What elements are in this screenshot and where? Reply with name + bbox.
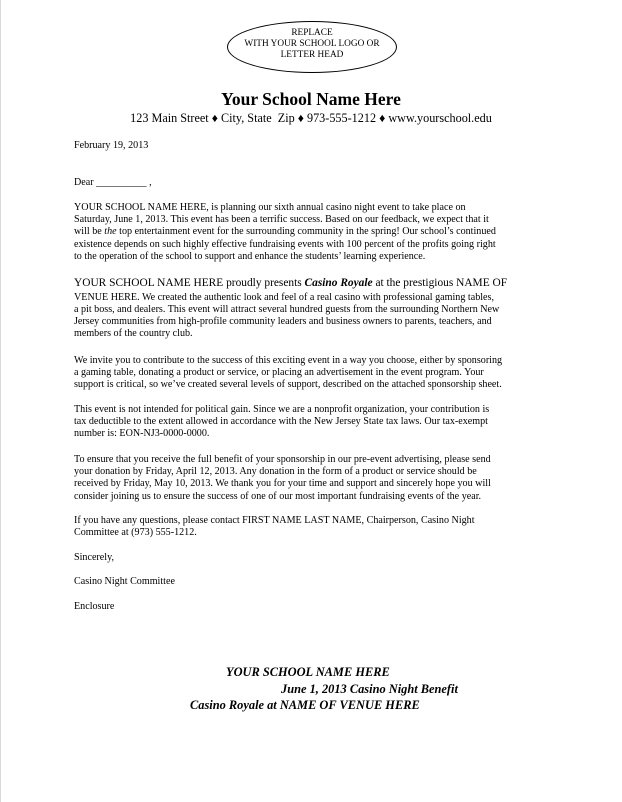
- text-line: received by Friday, May 10, 2013. We thank you for your time and support and sincerely hope you will: [74, 478, 491, 490]
- text-line: your donation by Friday, April 12, 2013. Any donation in the form of a product or service should be: [74, 466, 477, 478]
- text-line: Saturday, June 1, 2013. This event has been a terrific success. Based on our feedback, we expect that it: [74, 214, 489, 226]
- text-line: Jersey communities from high-profile community leaders and business owners to parents, teachers, and: [74, 315, 492, 327]
- footer-event-date: June 1, 2013 Casino Night Benefit: [281, 682, 458, 696]
- text-line: VENUE HERE. We created the authentic look and feel of a real casino with professional gaming tables,: [74, 291, 494, 303]
- text-line: This event is not intended for political gain. Since we are a nonprofit organization, your contribution is: [74, 404, 490, 415]
- enclosure-note: Enclosure: [74, 601, 115, 612]
- text-line: To ensure that you receive the full benefit of your sponsorship in our pre-event advertising, please send: [74, 454, 491, 465]
- paragraph-4: [74, 404, 558, 441]
- text-line: Committee at (973) 555-1212.: [74, 527, 197, 539]
- paragraph-3: [74, 355, 558, 392]
- text-line: consider joining us to ensure the success of one of our most important fundraising events of the year.: [74, 490, 482, 502]
- text-line: If you have any questions, please contact FIRST NAME LAST NAME, Chairperson, Casino Night: [74, 515, 475, 526]
- logo-placeholder: [227, 21, 397, 73]
- salutation: Dear __________ ,: [74, 177, 152, 188]
- text-line: tax deductible to the extent allowed in accordance with the New Jersey State tax laws. Our tax-exempt: [74, 416, 488, 428]
- text-line: existence depends on such highly effective fundraising events with 100 percent of the profits going right: [74, 238, 496, 250]
- text-line: [74, 276, 558, 292]
- paragraph-5: [74, 454, 558, 503]
- logo-line: WITH YOUR SCHOOL LOGO OR: [244, 39, 380, 49]
- text-span: will be: [74, 226, 105, 238]
- text-line: We invite you to contribute to the success of this exciting event in a way you choose, either by sponsoring: [74, 355, 503, 366]
- text-line: members of the country club.: [74, 328, 193, 340]
- text-line: [74, 226, 558, 238]
- school-name-heading: Your School Name Here: [221, 89, 401, 109]
- text-line: a gaming table, donating a product or service, or placing an advertisement in the event program. Your: [74, 367, 484, 379]
- text-line: number is: EON-NJ3-0000-0000.: [74, 428, 210, 440]
- closing: Sincerely,: [74, 552, 114, 563]
- text-span: YOUR SCHOOL NAME HERE proudly presents: [74, 277, 305, 289]
- emphasis-text: the: [104, 226, 117, 238]
- paragraph-1: [74, 202, 558, 263]
- school-address: 123 Main Street ♦ City, State Zip ♦ 973-555-1212 ♦ www.yourschool.edu: [130, 111, 492, 125]
- event-name-emphasis: Casino Royale: [304, 277, 373, 289]
- paragraph-2: [74, 276, 558, 340]
- paragraph-6: [74, 515, 558, 539]
- text-line: YOUR SCHOOL NAME HERE, is planning our sixth annual casino night event to take place on: [74, 202, 466, 213]
- logo-line: LETTER HEAD: [280, 50, 344, 60]
- text-line: to the operation of the school to support and enhance the students’ learning experience.: [74, 250, 426, 262]
- logo-line: REPLACE: [291, 28, 333, 38]
- signature: Casino Night Committee: [74, 576, 175, 587]
- footer-school-name: YOUR SCHOOL NAME HERE: [226, 665, 390, 679]
- footer-event-venue: Casino Royale at NAME OF VENUE HERE: [190, 698, 420, 712]
- text-line: a pit boss, and dealers. This event will attract several hundred guests from the surrounding Northern New: [74, 303, 500, 315]
- text-line: support is critical, so we’ve created several levels of support, described on the attached sponsorship sheet.: [74, 379, 502, 391]
- letter-date: February 19, 2013: [74, 140, 149, 151]
- text-span: at the prestigious NAME OF: [372, 277, 508, 289]
- text-span: top entertainment event for the surrounding community in the spring! Our school’s continued: [116, 226, 496, 238]
